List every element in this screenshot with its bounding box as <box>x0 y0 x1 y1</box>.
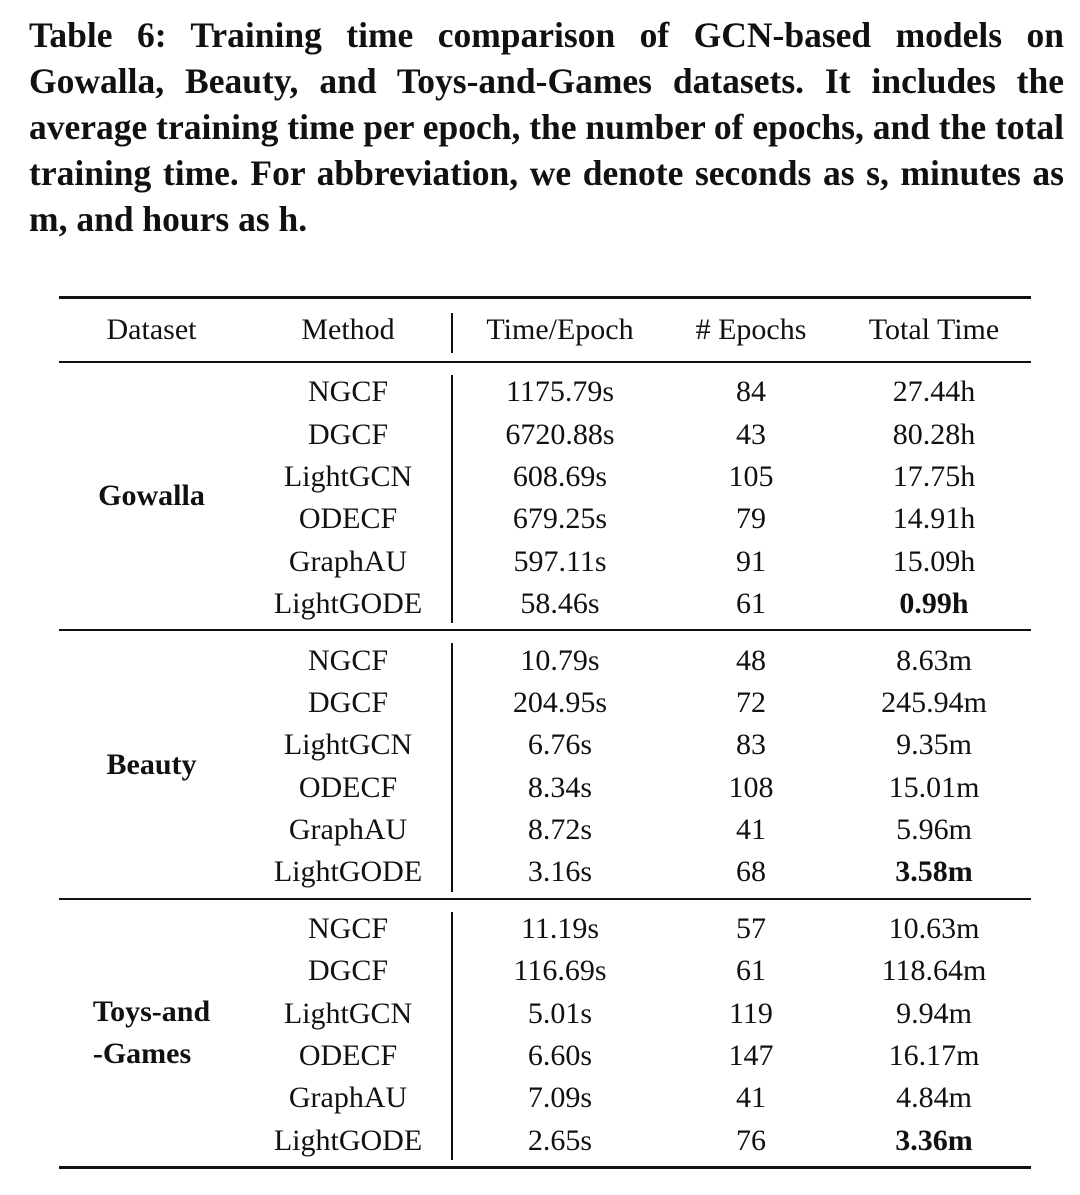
method-cell: ODECF <box>298 1039 398 1073</box>
method-cell: DGCF <box>307 685 389 719</box>
total-time-cell: 0.99h <box>899 587 969 621</box>
time-per-epoch-cell: 6.60s <box>527 1039 593 1073</box>
header-epochs: # Epochs <box>695 313 807 346</box>
total-time-cell: 245.94m <box>881 685 987 719</box>
epochs-cell: 83 <box>736 728 766 762</box>
total-time-cell: 17.75h <box>892 459 976 493</box>
time-per-epoch-cell: 2.65s <box>527 1123 593 1157</box>
time-per-epoch-cell: 679.25s <box>512 502 608 536</box>
table-row <box>59 1120 1031 1162</box>
time-per-epoch-cell: 8.72s <box>527 813 593 847</box>
epochs-cell: 43 <box>736 417 766 451</box>
epochs-cell: 91 <box>736 544 766 578</box>
time-per-epoch-cell: 608.69s <box>512 459 608 493</box>
table-row <box>59 992 1031 1034</box>
total-time-cell: 118.64m <box>881 954 987 988</box>
time-per-epoch-cell: 6720.88s <box>505 417 615 451</box>
table-row <box>59 851 1031 893</box>
timing-table <box>59 296 1031 1169</box>
column-divider <box>451 313 453 353</box>
method-cell: NGCF <box>307 643 389 677</box>
total-time-cell: 9.94m <box>896 996 972 1030</box>
time-per-epoch-cell: 58.46s <box>520 587 600 621</box>
epochs-cell: 105 <box>728 459 774 493</box>
total-time-cell: 27.44h <box>892 375 976 409</box>
time-per-epoch-cell: 597.11s <box>513 544 607 578</box>
method-cell: NGCF <box>307 911 389 945</box>
epochs-cell: 61 <box>736 587 766 621</box>
time-per-epoch-cell: 6.76s <box>527 728 593 762</box>
method-cell: LightGCN <box>283 996 413 1030</box>
time-per-epoch-cell: 204.95s <box>512 685 608 719</box>
total-time-cell: 9.35m <box>896 728 972 762</box>
epochs-cell: 72 <box>736 685 766 719</box>
table-row <box>59 456 1031 498</box>
table-row <box>59 583 1031 625</box>
table-row <box>59 682 1031 724</box>
epochs-cell: 48 <box>736 643 766 677</box>
method-cell: GraphAU <box>288 544 408 578</box>
table-row <box>59 767 1031 809</box>
epochs-cell: 61 <box>736 954 766 988</box>
table-row <box>59 908 1031 950</box>
bottom-rule <box>59 1166 1031 1169</box>
table-row <box>59 724 1031 766</box>
total-time-cell: 4.84m <box>896 1081 972 1115</box>
table-row <box>59 498 1031 540</box>
epochs-cell: 41 <box>736 1081 766 1115</box>
table-row <box>59 413 1031 455</box>
time-per-epoch-cell: 1175.79s <box>505 375 615 409</box>
method-cell: NGCF <box>307 375 389 409</box>
method-cell: DGCF <box>307 417 389 451</box>
dataset-group <box>59 363 1031 629</box>
total-time-cell: 3.58m <box>895 855 973 889</box>
method-cell: ODECF <box>298 770 398 804</box>
method-cell: GraphAU <box>288 1081 408 1115</box>
epochs-cell: 41 <box>736 813 766 847</box>
epochs-cell: 68 <box>736 855 766 889</box>
method-cell: LightGODE <box>273 1123 423 1157</box>
header-time-epoch: Time/Epoch <box>486 313 634 346</box>
epochs-cell: 76 <box>736 1123 766 1157</box>
dataset-label-line: Toys-and <box>92 994 211 1028</box>
table-row <box>59 371 1031 413</box>
header-method: Method <box>301 313 395 346</box>
epochs-cell: 119 <box>729 996 773 1030</box>
time-per-epoch-cell: 3.16s <box>527 855 593 889</box>
header-dataset: Dataset <box>106 313 197 346</box>
total-time-cell: 16.17m <box>888 1039 980 1073</box>
table-row <box>59 639 1031 681</box>
total-time-cell: 14.91h <box>892 502 976 536</box>
time-per-epoch-cell: 5.01s <box>527 996 593 1030</box>
table-row <box>59 809 1031 851</box>
epochs-cell: 57 <box>736 911 766 945</box>
table-body <box>59 363 1031 1169</box>
dataset-group <box>59 900 1031 1166</box>
method-cell: ODECF <box>298 502 398 536</box>
method-cell: DGCF <box>307 954 389 988</box>
table-caption: Table 6: Training time comparison of GCN-based models on Gowalla, Beauty, and Toys-and-Games datasets. It includes the average training time per epoch, the number of epochs, and the total training time. For abbreviation, we denote seconds as s, minutes as m, and hours as h. <box>29 15 1065 239</box>
time-per-epoch-cell: 7.09s <box>527 1081 593 1115</box>
dataset-label-line: Gowalla <box>98 479 205 513</box>
table-row <box>59 541 1031 583</box>
epochs-cell: 147 <box>728 1039 774 1073</box>
dataset-label-line: -Games <box>92 1036 192 1070</box>
header-row <box>59 299 1031 361</box>
method-cell: LightGCN <box>283 728 413 762</box>
method-cell: LightGCN <box>283 459 413 493</box>
table-row <box>59 1035 1031 1077</box>
table-row <box>59 950 1031 992</box>
time-per-epoch-cell: 10.79s <box>520 643 600 677</box>
method-cell: GraphAU <box>288 813 408 847</box>
time-per-epoch-cell: 11.19s <box>520 911 600 945</box>
total-time-cell: 15.09h <box>892 544 976 578</box>
header-total-time: Total Time <box>868 313 1000 346</box>
total-time-cell: 8.63m <box>896 643 972 677</box>
total-time-cell: 10.63m <box>888 911 980 945</box>
dataset-label-line: Beauty <box>106 747 197 781</box>
method-cell: LightGODE <box>273 587 423 621</box>
total-time-cell: 80.28h <box>892 417 976 451</box>
total-time-cell: 3.36m <box>895 1123 973 1157</box>
time-per-epoch-cell: 8.34s <box>527 770 593 804</box>
method-cell: LightGODE <box>273 855 423 889</box>
total-time-cell: 15.01m <box>888 770 980 804</box>
table-row <box>59 1077 1031 1119</box>
epochs-cell: 84 <box>736 375 766 409</box>
epochs-cell: 108 <box>728 770 774 804</box>
time-per-epoch-cell: 116.69s <box>513 954 607 988</box>
epochs-cell: 79 <box>736 502 766 536</box>
total-time-cell: 5.96m <box>896 813 972 847</box>
dataset-group <box>59 631 1031 897</box>
